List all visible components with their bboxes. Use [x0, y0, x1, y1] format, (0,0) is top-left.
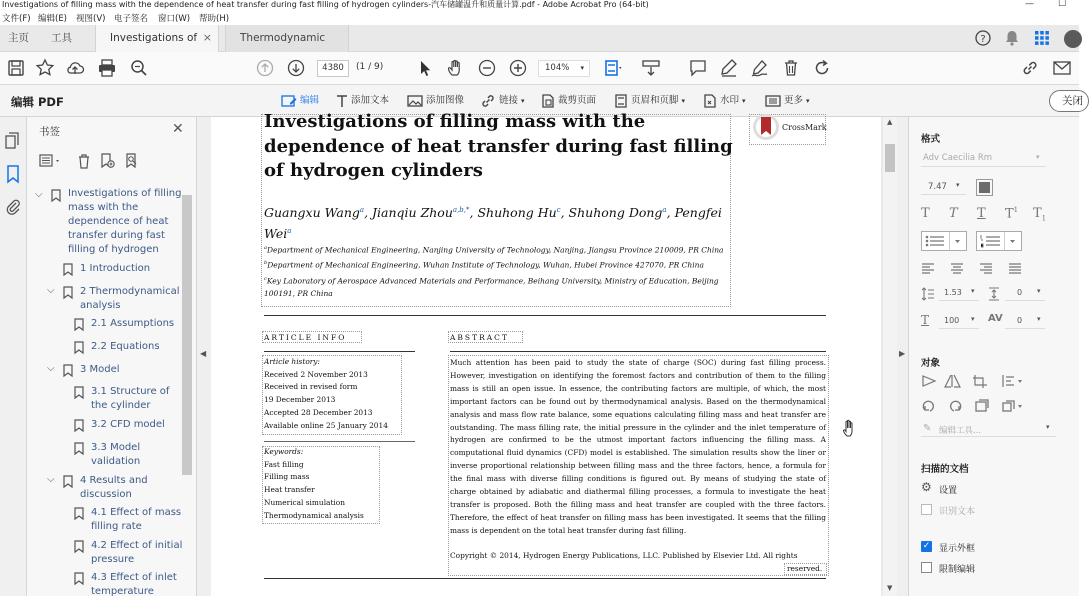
tab-document-2[interactable] — [225, 25, 349, 52]
expand-chevron-icon[interactable]: ⌵ — [35, 189, 43, 200]
document-scrollbar[interactable] — [883, 117, 897, 596]
italic-icon[interactable]: T — [949, 206, 958, 221]
history-line: Available online 25 January 2014 — [264, 420, 388, 430]
object-arrange-icons[interactable] — [921, 373, 1041, 389]
bookmark-options-icon[interactable] — [39, 154, 63, 168]
objects-heading: 对象 — [921, 358, 941, 369]
bookmarks-panel — [27, 117, 197, 596]
print-icon[interactable] — [97, 58, 117, 78]
menu-window[interactable]: 窗口(W) — [158, 14, 191, 24]
horizontal-scale-value: 100 — [944, 316, 960, 325]
bookmark-item-icon — [63, 475, 73, 488]
edit-label: 编辑 — [300, 95, 320, 106]
recognize-text-label: 识别文本 — [939, 507, 976, 517]
page-number-input[interactable]: 4380 — [317, 60, 349, 77]
affiliation-item: $^a$Department of Mechanical Engineering, Nanjing University of Technology, Nanjing, Jiangsu Province 210009, PR China — [264, 245, 724, 255]
divider — [450, 351, 826, 352]
crop-page-icon — [541, 94, 555, 108]
link-dropdown[interactable]: 链接 ▾ — [480, 93, 525, 109]
header-footer-icon — [614, 94, 628, 108]
tab-home[interactable]: 主页 — [8, 32, 29, 44]
article-info-heading: ARTICLE INFO — [264, 333, 347, 342]
recognize-text-checkbox[interactable] — [921, 504, 932, 515]
font-size-select[interactable] — [921, 179, 966, 195]
text-style-icon[interactable]: T — [921, 206, 930, 221]
paragraph-spacing-select[interactable] — [1005, 287, 1045, 301]
save-icon[interactable] — [6, 58, 26, 78]
bookmark-icon[interactable] — [5, 165, 21, 183]
bookmark-item-icon — [74, 318, 84, 331]
show-outline-label: 显示外框 — [939, 544, 976, 554]
header-footer-label: 页眉和页脚 — [631, 95, 679, 106]
add-text-button[interactable] — [336, 93, 389, 109]
affiliation-item: $^b$Department of Mechanical Engineering, Wuhan Institute of Technology, Wuhan, Hubei Province 427070, PR China — [264, 260, 704, 270]
history-heading: Article history: — [264, 357, 320, 366]
menu-edit[interactable]: 编辑(E) — [38, 14, 68, 24]
keyword-item: Filling mass — [264, 472, 310, 482]
hand-cursor-icon — [842, 419, 856, 437]
history-line: 19 December 2013 — [264, 395, 336, 405]
comment-icon[interactable] — [688, 58, 708, 78]
bookmark-item-title[interactable]: Investigations of filling mass with the dependence of heat transfer during fast filling of hydrogen — [68, 188, 182, 255]
menu-file[interactable]: 文件(F) — [2, 14, 31, 24]
bookmark-item-mass-filling-rate[interactable]: 4.1 Effect of mass filling rate — [91, 507, 182, 532]
previous-page-icon[interactable] — [255, 58, 275, 78]
bookmark-item-equations[interactable]: 2.2 Equations — [91, 341, 160, 352]
keyword-item: Thermodynamical analysis — [264, 510, 364, 520]
share-link-icon[interactable] — [1020, 58, 1040, 78]
underline-icon[interactable]: T — [977, 206, 986, 221]
header-footer-dropdown[interactable]: 页眉和页脚 ▾ — [614, 93, 685, 109]
bookmark-item-cfd-model[interactable]: 3.2 CFD model — [91, 419, 165, 430]
bookmark-item-icon — [63, 263, 73, 276]
edit-button[interactable] — [281, 93, 319, 109]
font-value: Adv Caecilia Rm — [923, 153, 993, 163]
bookmark-item-model-validation[interactable]: 3.3 Model validation — [91, 442, 141, 467]
bookmark-item-icon — [74, 572, 84, 585]
copyright-line: Copyright © 2014, Hydrogen Energy Publications, LLC. Published by Elsevier Ltd. All rights — [450, 551, 798, 560]
fit-page-icon[interactable] — [603, 58, 623, 78]
edit-text-icon — [281, 94, 297, 108]
font-size-value: 7.47 — [928, 182, 947, 192]
help-icon[interactable] — [975, 30, 991, 46]
scrollbar-thumb[interactable] — [885, 144, 895, 172]
more-dropdown[interactable]: 更多 ▾ — [765, 93, 810, 109]
chevron-down-icon: ▾ — [1037, 287, 1041, 295]
chevron-down-icon: ▾ — [1036, 153, 1040, 161]
attachment-icon[interactable] — [5, 198, 21, 216]
text-color-swatch[interactable] — [976, 179, 993, 196]
more-label: 更多 — [784, 95, 804, 106]
horizontal-scale-icon: T — [921, 313, 930, 327]
collapse-left-icon[interactable]: ◀ — [200, 349, 207, 358]
chevron-down-icon: ▾ — [956, 181, 960, 189]
author-affiliation-sup[interactable]: a — [359, 206, 365, 214]
subscript-icon[interactable]: $T_1$ — [1033, 206, 1047, 223]
select-cursor-icon[interactable] — [415, 58, 435, 78]
add-text-label: 添加文本 — [351, 95, 390, 106]
character-spacing-icon: AV — [988, 313, 1003, 324]
window-title-bar — [0, 0, 1079, 10]
bookmark-item-icon — [63, 286, 73, 299]
bookmark-item-initial-pressure[interactable]: 4.2 Effect of initial pressure — [91, 540, 183, 565]
author-name: Jianqiu Zhou — [372, 205, 453, 221]
chevron-down-icon: ▾ — [1046, 423, 1050, 431]
apps-grid-icon[interactable] — [1034, 30, 1050, 46]
abstract-heading: ABSTRACT — [450, 333, 509, 342]
new-bookmark-icon[interactable] — [99, 153, 115, 169]
link-label: 链接 — [499, 95, 519, 106]
chevron-down-icon: ▾ — [971, 287, 975, 295]
close-icon[interactable]: ✕ — [172, 121, 184, 137]
format-panel — [908, 117, 1079, 596]
abstract-text[interactable]: Much attention has been paid to study the state of charge (SOC) during fast filling process. However, investigation on identifying the foremost factors and contribution of them to the filling mass is still an open issue. In essence, the contributing factors are multiple, of which, the most important factors can be found out by thermodynamical analysis. Based on the thermodynamical analysis and mass flow rate balance, some equations calculating filling mass and heat transfer are outstanding. The mass filling rate, the initial pressure in the cylinder and the inlet temperature of hydrogen are confirmed to be the utmost important factors influencing the filling mass. A computational fluid dynamics (CFD) model is established. The simulation results show the liner or inverse proportional relationship between filling mass and the three factors, hence, a formula for the final mass with diverse filling conditions is figured out. By means of studying the state of charge obtained by adiabatic and diathermal filling processes, a formula to investigate the heat transfer is proposed. Both the filling mass and heat transfer are coupled with the three factors. Therefore, the effect of heat transfer on filling mass has been investigated. It seems that the filling mass is dependent on the total heat transfer during fast filling. — [450, 358, 826, 535]
find-bookmark-icon[interactable] — [124, 153, 140, 169]
page-thumbnails-icon[interactable] — [5, 132, 21, 150]
scanned-docs-heading: 扫描的文档 — [921, 464, 969, 475]
expand-chevron-icon[interactable]: ⌵ — [47, 363, 55, 374]
link-icon — [480, 94, 496, 108]
scroll-mode-icon[interactable] — [641, 58, 661, 78]
history-line: Accepted 28 December 2013 — [264, 407, 373, 417]
bookmark-item-thermodynamical-analysis[interactable]: 2 Thermodynamical analysis — [80, 286, 180, 311]
image-icon — [407, 94, 423, 108]
menu-bar — [0, 10, 1079, 25]
alignment-icons[interactable] — [921, 262, 1045, 274]
font-select[interactable] — [921, 151, 1046, 167]
author-name: Shuhong Dong — [568, 205, 663, 221]
paragraph-spacing-value: 0 — [1017, 288, 1023, 297]
trash-icon[interactable] — [781, 58, 801, 78]
close-icon[interactable]: × — [202, 31, 212, 44]
author-affiliation-sup[interactable]: a,b,* — [452, 206, 470, 214]
page-count: (1 / 9) — [356, 62, 384, 72]
highlight-pen-icon[interactable] — [719, 58, 739, 78]
more-icon — [765, 94, 781, 108]
gear-icon[interactable]: ⚙ — [921, 480, 932, 494]
paper-authors: Guangxu Wang$^a$, Jianqiu Zhou$^{a,b,*}$, Shuhong Hu$^c$, Shuhong Dong$^a$, Pengfei Wei$^a$ — [264, 205, 722, 242]
document-viewport — [211, 111, 897, 596]
character-spacing-value: 0 — [1017, 316, 1023, 325]
author-affiliation-sup[interactable]: a — [287, 227, 292, 236]
line-spacing-value: 1.53 — [944, 288, 962, 297]
main-toolbar — [0, 52, 1079, 85]
crop-page-button[interactable] — [541, 93, 596, 109]
delete-bookmark-icon[interactable] — [77, 153, 91, 169]
next-page-icon[interactable] — [286, 58, 306, 78]
left-nav-rail — [0, 117, 27, 596]
settings-link[interactable]: 设置 — [939, 486, 958, 496]
keywords[interactable] — [264, 446, 409, 522]
expand-chevron-icon[interactable]: ⌵ — [47, 474, 55, 485]
keyword-item: Numerical simulation — [264, 497, 346, 507]
divider — [264, 351, 415, 352]
bookmark-item-icon — [74, 341, 84, 354]
reserved-text: reserved. — [787, 564, 823, 573]
bookmark-item-structure[interactable]: 3.1 Structure of the cylinder — [91, 386, 170, 411]
article-history[interactable] — [264, 356, 409, 432]
text-icon — [336, 94, 348, 108]
svg-text:?: ? — [980, 34, 986, 45]
author-name: Guangxu Wang — [264, 205, 360, 221]
menu-view[interactable]: 视图(V) — [76, 14, 106, 24]
cloud-upload-icon[interactable] — [65, 58, 85, 78]
author-name: Pengfei Wei — [264, 205, 722, 242]
tab-bar — [0, 25, 1079, 52]
divider — [264, 315, 826, 316]
tab-tools[interactable]: 工具 — [51, 32, 72, 44]
watermark-dropdown[interactable]: 水印 ▾ — [703, 93, 746, 109]
watermark-label: 水印 — [720, 95, 740, 106]
tab-document-1[interactable] — [95, 25, 219, 52]
history-line: Received in revised form — [264, 382, 358, 392]
bookmark-item-icon — [74, 540, 84, 553]
line-spacing-icon — [921, 287, 935, 301]
pdf-page — [211, 111, 881, 596]
author-affiliation-sup[interactable]: a — [662, 206, 667, 214]
close-edit-button[interactable]: 关闭 — [1049, 90, 1089, 112]
bookmark-item-icon — [74, 386, 84, 399]
paper-title[interactable]: Investigations of filling mass with the dependence of heat transfer during fast filling of hydrogen cylinders — [264, 111, 733, 181]
right-collapse-strip — [897, 117, 908, 596]
paper-affiliations — [264, 242, 734, 301]
hand-tool-icon[interactable] — [446, 58, 466, 78]
add-image-label: 添加图像 — [426, 95, 465, 106]
avatar[interactable] — [1064, 30, 1082, 48]
edit-tool-select[interactable] — [921, 423, 1056, 437]
bookmark-item-icon — [74, 419, 84, 432]
edit-tool-label: 编辑工具... — [939, 426, 982, 436]
keyword-item: Fast filling — [264, 459, 304, 469]
scroll-down-icon[interactable]: ▼ — [887, 584, 893, 592]
divider — [264, 441, 415, 442]
keyword-item: Heat transfer — [264, 485, 315, 495]
character-spacing-select[interactable] — [1005, 315, 1045, 329]
bookmarks-header: 书签 — [39, 126, 60, 138]
superscript-icon[interactable]: $T^1$ — [1005, 206, 1019, 222]
restrict-edit-label: 限制编辑 — [939, 565, 976, 575]
tab-document-1-label: Investigations of — [110, 32, 198, 44]
window-title: Investigations of filling mass with the dependence of heat transfer during fast filling of hydrogen cylinders-汽车储罐温升和质量计算.pdf - Adobe Acrobat Pro (64-bit) — [2, 0, 649, 9]
bookmark-item-icon — [63, 364, 73, 377]
bookmark-item-introduction[interactable]: 1 Introduction — [80, 263, 151, 274]
author-name: Shuhong Hu — [477, 205, 557, 221]
format-heading: 格式 — [921, 134, 941, 145]
maximize-icon[interactable]: ☐ — [1058, 0, 1067, 9]
bookmark-item-icon — [74, 507, 84, 520]
bookmark-item-inlet-temperature[interactable]: 4.3 Effect of inlet temperature — [91, 572, 177, 597]
chevron-down-icon: ▾ — [1037, 315, 1041, 323]
pencil-icon: ✎ — [923, 423, 932, 434]
collapse-right-icon[interactable]: ▶ — [899, 349, 906, 358]
bookmark-item-assumptions[interactable]: 2.1 Assumptions — [91, 318, 175, 329]
sign-pen-icon[interactable] — [750, 58, 770, 78]
crop-page-label: 裁剪页面 — [558, 95, 597, 106]
menu-esign[interactable]: 电子签名 — [114, 14, 149, 24]
zoom-in-icon[interactable] — [508, 58, 528, 78]
line-spacing-select[interactable] — [939, 287, 979, 301]
horizontal-scale-select[interactable] — [939, 315, 979, 329]
bookmark-item-icon — [51, 189, 61, 202]
bookmark-item-model[interactable]: 3 Model — [80, 364, 120, 375]
menu-help[interactable]: 帮助(H) — [199, 14, 230, 24]
scroll-up-icon[interactable]: ▲ — [887, 118, 893, 126]
crossmark-label: CrossMark — [782, 123, 827, 132]
history-line: Received 2 November 2013 — [264, 369, 368, 379]
keywords-heading: Keywords: — [264, 447, 304, 456]
email-icon[interactable] — [1052, 58, 1072, 78]
restrict-edit-checkbox[interactable] — [921, 562, 932, 573]
bookmark-item-icon — [74, 442, 84, 455]
zoom-out-icon[interactable] — [477, 58, 497, 78]
edit-pdf-title: 编辑 PDF — [11, 95, 64, 109]
tab-document-2-label: Thermodynamic — [240, 32, 326, 44]
rotate-icon[interactable] — [812, 58, 832, 78]
minimize-icon[interactable]: — — [1025, 0, 1034, 9]
watermark-icon — [703, 94, 717, 108]
object-rotate-icons[interactable] — [921, 398, 1041, 414]
affiliation-item: $^c$Key Laboratory of Aerospace Advanced Materials and Performance, Beihang University, Ministry of Education, Beijing 100191, PR China — [264, 275, 719, 298]
zoom-value: 104% — [545, 63, 570, 73]
bullet-list-icon[interactable] — [921, 231, 967, 251]
zoom-select[interactable] — [538, 60, 590, 77]
show-outline-checkbox[interactable]: ✓ — [922, 541, 931, 551]
bell-icon[interactable] — [1005, 30, 1019, 46]
chevron-down-icon: ▾ — [580, 64, 584, 72]
bookmark-item-results[interactable]: 4 Results and discussion — [80, 475, 148, 500]
star-icon[interactable] — [35, 58, 55, 78]
panel-collapse-strip — [197, 117, 211, 596]
author-affiliation-sup[interactable]: c — [556, 206, 561, 214]
divider — [264, 578, 826, 579]
chevron-down-icon: ▾ — [971, 315, 975, 323]
numbered-list-icon[interactable] — [976, 231, 1022, 251]
add-image-button[interactable] — [407, 93, 464, 109]
paragraph-spacing-icon — [987, 287, 1001, 301]
crossmark-logo[interactable] — [752, 113, 780, 141]
search-icon[interactable] — [129, 58, 149, 78]
expand-chevron-icon[interactable]: ⌵ — [47, 285, 55, 296]
bookmarks-scrollbar[interactable] — [182, 195, 192, 475]
